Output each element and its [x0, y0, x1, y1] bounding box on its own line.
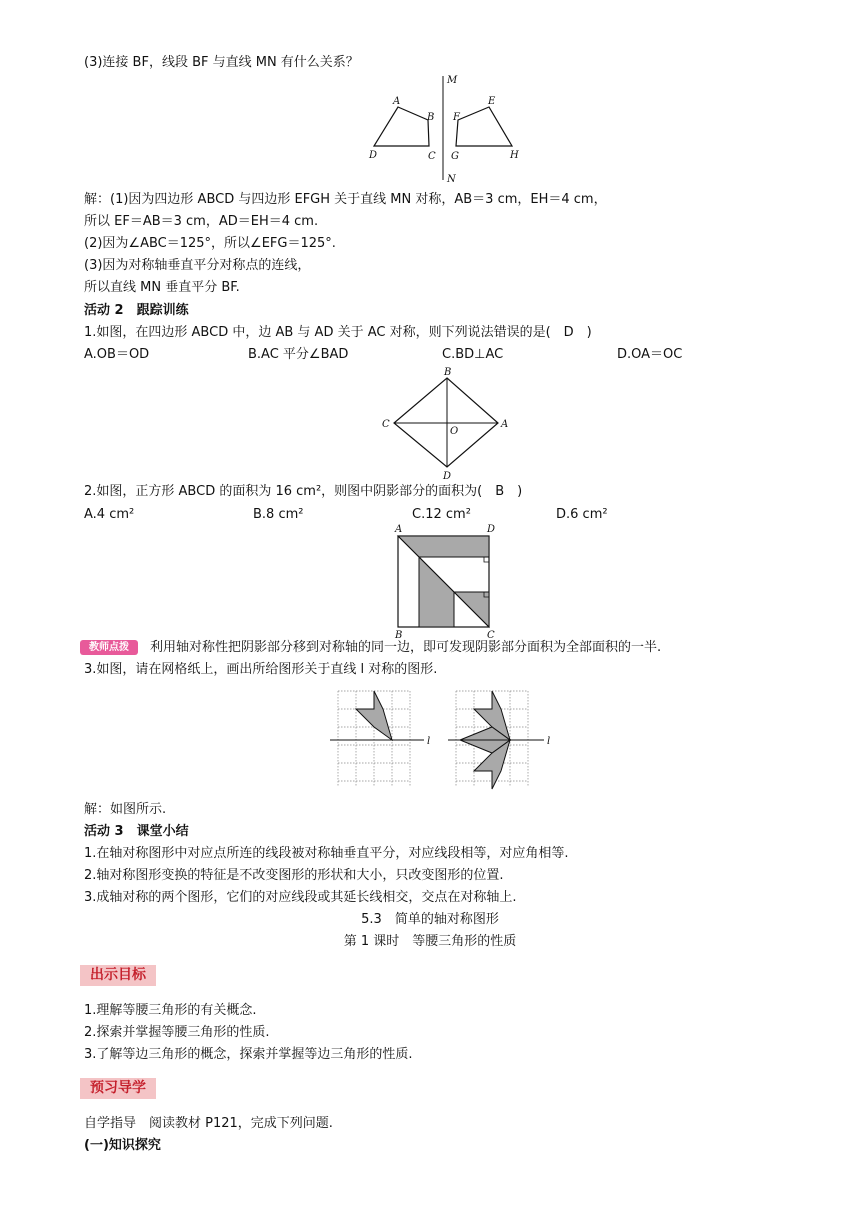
solution-line-1: 解：(1)因为四边形 ABCD 与四边形 EFGH 关于直线 MN 对称，AB＝3 cm，EH＝4 cm，	[84, 192, 607, 207]
ex1-option-d: D.OA＝OC	[617, 347, 683, 362]
summary-item-3: 3.成轴对称的两个图形，它们的对应线段或其延长线相交，交点在对称轴上.	[84, 890, 517, 905]
exercise-3-stem: 3.如图，请在网格纸上，画出所给图形关于直线 l 对称的图形.	[84, 662, 438, 677]
solution-line-2: 所以 EF＝AB＝3 cm，AD＝EH＝4 cm.	[84, 214, 319, 229]
ex2-option-c: C.12 cm²	[412, 507, 471, 522]
goals-tag: 出示目标	[80, 965, 156, 986]
self-study-guide: 自学指导 阅读教材 P121，完成下列问题.	[84, 1116, 333, 1131]
label-F: F	[453, 112, 460, 123]
exercise-1-stem: 1.如图，在四边形 ABCD 中，边 AB 与 AD 关于 AC 对称，则下列说法错误的是( D )	[84, 325, 592, 340]
knowledge-heading: (一)知识探究	[84, 1138, 161, 1153]
label-E: E	[488, 96, 496, 107]
figure-grid-reflection	[330, 688, 560, 790]
label-H: H	[510, 150, 519, 161]
label-D: D	[369, 150, 378, 161]
lesson-title: 第 1 课时 等腰三角形的性质	[343, 934, 517, 949]
label-C: C	[382, 419, 390, 430]
solution-line-3: (2)因为∠ABC＝125°，所以∠EFG＝125°.	[84, 236, 336, 251]
exercise-3-answer: 解：如图所示.	[84, 802, 167, 817]
activity-3-heading: 活动 3 课堂小结	[84, 824, 189, 839]
question-3-prompt: (3)连接 BF，线段 BF 与直线 MN 有什么关系？	[84, 55, 359, 70]
ex2-option-d: D.6 cm²	[556, 507, 608, 522]
ex1-option-b: B.AC 平分∠BAD	[248, 347, 349, 362]
line-label-l-left: l	[427, 736, 431, 747]
summary-item-1: 1.在轴对称图形中对应点所连的线段被对称轴垂直平分，对应线段相等，对应角相等.	[84, 846, 569, 861]
preview-tag: 预习导学	[80, 1078, 156, 1099]
label-O: O	[450, 426, 459, 437]
ex1-option-c: C.BD⊥AC	[442, 347, 504, 362]
label-B: B	[444, 367, 452, 378]
goal-item-2: 2.探索并掌握等腰三角形的性质.	[84, 1025, 270, 1040]
line-label-l-right: l	[547, 736, 551, 747]
label-B: B	[395, 630, 403, 641]
label-C: C	[428, 151, 436, 162]
ex2-option-b: B.8 cm²	[253, 507, 304, 522]
section-title: 5.3 简单的轴对称图形	[361, 912, 499, 927]
label-D: D	[443, 471, 452, 482]
solution-line-5: 所以直线 MN 垂直平分 BF.	[84, 280, 240, 295]
label-D: D	[487, 524, 496, 535]
teacher-tip-text: 利用轴对称性把阴影部分移到对称轴的同一边，即可发现阴影部分面积为全部面积的一半.	[150, 640, 662, 655]
label-B: B	[427, 112, 435, 123]
exercise-2-stem: 2.如图，正方形 ABCD 的面积为 16 cm²，则图中阴影部分的面积为( B )	[84, 484, 523, 499]
label-C: C	[487, 630, 495, 641]
goal-item-1: 1.理解等腰三角形的有关概念.	[84, 1003, 257, 1018]
teacher-tip-badge: 教师点拨	[80, 640, 138, 655]
label-M: M	[447, 75, 458, 86]
ex2-option-a: A.4 cm²	[84, 507, 135, 522]
label-A: A	[393, 96, 401, 107]
label-A: A	[501, 419, 509, 430]
summary-item-2: 2.轴对称图形变换的特征是不改变图形的形状和大小，只改变图形的位置.	[84, 868, 504, 883]
goal-item-3: 3.了解等边三角形的概念，探索并掌握等边三角形的性质.	[84, 1047, 413, 1062]
figure-symmetric-quadrilaterals	[360, 74, 540, 186]
solution-line-4: (3)因为对称轴垂直平分对称点的连线，	[84, 258, 311, 273]
figure-square-shaded	[390, 522, 505, 640]
figure-rhombus	[380, 366, 520, 482]
ex1-option-a: A.OB＝OD	[84, 347, 150, 362]
label-G: G	[451, 151, 459, 162]
activity-2-heading: 活动 2 跟踪训练	[84, 303, 189, 318]
label-N: N	[447, 174, 456, 185]
label-A: A	[395, 524, 403, 535]
